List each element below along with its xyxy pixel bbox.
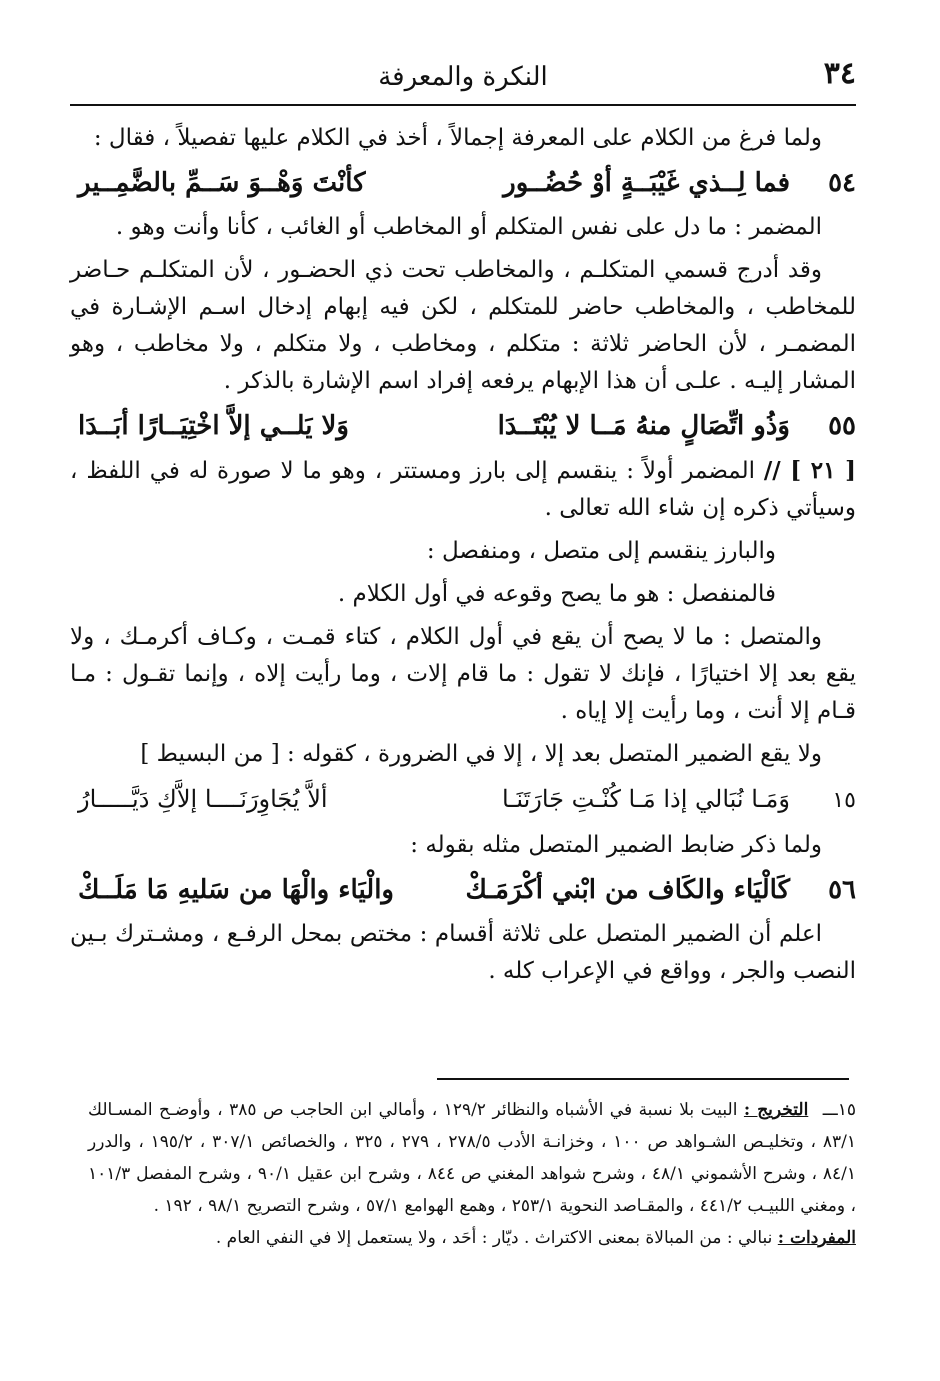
verse-second-hemistich: ألاَّ يُجَاوِرَنَــــا إلاَّكِ دَيَّـــــارُ <box>78 785 328 813</box>
verse-second-hemistich: وَلا يَلــي إلاَّ اخْتِيَــارًا أبَــدَا <box>78 411 349 441</box>
verse-first-hemistich: وَمَـا نُبَالي إذا مَـا كُنْـتِ جَارَتَنَـا <box>502 785 790 813</box>
verse-first-hemistich: كَالْيَاء والكَاف من ابْني أكْرَمَـكْ <box>465 875 790 905</box>
paragraph-division-text: المضمر أولاً : ينقسم إلى بارز ومستتر ، وهو ما لا صورة له في اللفظ ، وسيأتي ذكره إن شاء الله تعالى . <box>70 458 856 521</box>
paragraph-muttasil: والمتصل : ما لا يصح أن يقع في أول الكلام ، كتاء قمـت ، وكـاف أكرمـك ، ولا يقع بعد إلا اختيارًا ، فإنك لا تقول : ما قام إلات ، وما رأيت إلاه ، وإنما تقـول : مـا قـام إلا أنت ، وما رأيت إلا إياه . <box>70 624 856 724</box>
paragraph-explanation: وقد أدرج قسمي المتكلـم ، والمخاطب تحت ذي الحضـور ، لأن المتكلـم حـاضر للمخاطب ، والمخاطب حاضر للمتكلم ، لكن فيه إبهام إدخال اسـم الإشـارة في المضمـر ، لأن الحاضر ثلاثة : متكلم ، ومخاطب ، ولا متكلم ، ولا مخاطب ، وهو المشار إليـه . علـى أن هذا الإبهام يرفعه إفراد اسم الإشارة بالذكر . <box>70 257 856 394</box>
verse-first-hemistich: وَذُو اتِّصَالٍ منهُ مَــا لا يُبْتَــدَا <box>497 411 790 441</box>
mufradat-label: المفردات : <box>777 1228 856 1248</box>
manuscript-page-mark: [ ٢١ ] // <box>763 457 856 484</box>
verse-number: ٥٤ <box>828 168 856 198</box>
running-title: النكرة والمعرفة <box>378 62 548 92</box>
mufradat-text: نبالي : من المبالاة بمعنى الاكتراث . ديّار : أحَد ، ولا يستعمل إلا في النفي العام . <box>215 1228 773 1248</box>
verse-first-hemistich: فما لِــذي غَيْبَــةٍ أوْ حُضُــور <box>503 168 790 198</box>
paragraph-dabit: ولما ذكر ضابط الضمير المتصل مثله بقوله : <box>410 832 822 858</box>
main-text <box>70 120 856 996</box>
footnote-divider <box>437 1078 849 1080</box>
paragraph-division <box>70 452 856 527</box>
takhrij-label: التخريج : <box>743 1100 809 1120</box>
page-number: ٣٤ <box>823 56 856 91</box>
paragraph-bariz: والبارز ينقسم إلى متصل ، ومنفصل : <box>426 538 776 564</box>
footnote-takhrij <box>88 1094 856 1222</box>
takhrij-text: البيت بلا نسبة في الأشباه والنظائر ١٢٩/٢ ، وأمالي ابن الحاجب ص ٣٨٥ ، وأوضـح المسـالك ٨٣/١ ، وتخليـص الشـواهد ص ١٠٠ ، وخزانـة الأدب ٢٧٨/٥ ، ٢٧٩ ، ٣٢٥ ، والخصائص ٣٠٧/١ ، ١٩٥/٢ ، والدرر ٨٤/١ ، وشرح الأشموني ٤٨/١ ، وشرح شواهد المغني ص ٨٤٤ ، وشرح ابن عقيل ٩٠/١ ، وشرح المفصل ١٠١/٣ ، ومغني اللبيـب ٤٤١/٢ ، والمقـاصد النحوية ٢٥٣/١ ، وهمع الهوامع ٥٧/١ ، وشرح التصريح ٩٨/١ ، ١٩٢ . <box>88 1100 857 1216</box>
paragraph-munfasil: فالمنفصل : هو ما يصح وقوعه في أول الكلام . <box>337 581 776 607</box>
paragraph-definition: المضمر : ما دل على نفس المتكلم أو المخاطب أو الغائب ، كأنا وأنت وهو . <box>115 214 822 240</box>
header-divider <box>70 104 856 106</box>
verse-number: ٥٦ <box>828 875 856 905</box>
footnote-number: ١٥ـــ <box>822 1100 857 1120</box>
paragraph-darura: ولا يقع الضمير المتصل بعد إلا ، إلا في الضرورة ، كقوله : [ من البسيط ] <box>140 741 822 767</box>
verse-54 <box>70 163 856 203</box>
paragraph-intro: ولما فرغ من الكلام على المعرفة إجمالاً ، أخذ في الكلام عليها تفصيلاً ، فقال : <box>93 125 822 151</box>
page-header <box>70 52 856 100</box>
verse-number: ١٥ <box>832 788 856 813</box>
verse-second-hemistich: كأنْتَ وَهْــوَ سَــمِّ بالضَّمِــير <box>78 168 366 198</box>
verse-55 <box>70 406 856 446</box>
verse-56 <box>70 870 856 910</box>
poem-verse-15 <box>70 779 856 821</box>
paragraph-aqsam: اعلم أن الضمير المتصل على ثلاثة أقسام : مختص بمحل الرفـع ، ومشـترك بـين النصب والجر ، وواقع في الإعراب كله . <box>70 921 856 984</box>
verse-second-hemistich: والْيَاء والْهَا من سَليهِ مَا مَلَــكْ <box>78 875 394 905</box>
footnote-mufradat <box>88 1222 856 1254</box>
verse-number: ٥٥ <box>828 411 856 441</box>
footnotes <box>88 1094 856 1254</box>
